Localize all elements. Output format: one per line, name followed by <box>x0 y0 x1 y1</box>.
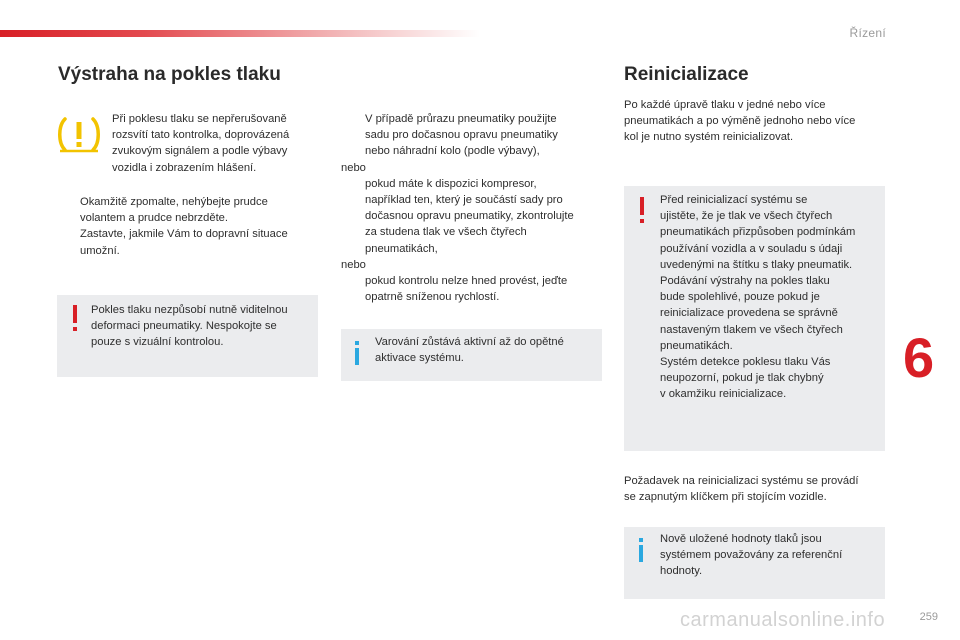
warning-box-text: Pokles tlaku nezpůsobí nutně viditelnou deformaci pneumatiky. Nespokojte se pouze s vizuální kontrolou. <box>91 304 288 349</box>
info-icon <box>352 341 362 367</box>
page-number: 259 <box>919 611 938 623</box>
warning-lamp-description: Při poklesu tlaku se nepřerušovaně rozsvítí tato kontrolka, doprovázená zvukovým signálem a podle výbavy vozidla i zobrazením hlášení. <box>112 113 290 174</box>
list-item: pokud máte k dispozici kompresor, například ten, který je součástí sady pro dočasnou opravu pneumatiky, zkontrolujte za studena tlak ve všech čtyřech pneumatikách, <box>365 177 574 255</box>
section-title-tyre-pressure-warning: Výstraha na pokles tlaku <box>58 64 281 85</box>
info-icon <box>636 538 646 564</box>
chapter-number: 6 <box>903 326 935 389</box>
repair-options-list <box>341 111 603 305</box>
list-item: V případě průrazu pneumatiky použijte sadu pro dočasnou opravu pneumatiky nebo náhradní kolo (podle výbavy), <box>365 113 558 158</box>
or-separator: nebo <box>341 258 366 271</box>
tyre-pressure-warning-lamp-icon <box>56 116 102 154</box>
warning-box <box>624 186 885 451</box>
warning-box <box>57 295 318 377</box>
warning-box-text: Před reinicializací systému se ujistěte, že je tlak ve všech čtyřech pneumatikách přizpůsoben podmínkám používání vozidla a v souladu s údaji uvedenými na štítku s tlaky pneumatik. Podávání výstrahy na pokles tlaku bude spolehlivé, pouze pokud je reinicializace provedena se správně nastaveným tlakem ve všech čtyřech pneumatikách. Systém detekce poklesu tlaku Vás neupozorní, pokud je tlak chybný v okamžiku reinicializace. <box>660 194 856 401</box>
list-item: Zastavte, jakmile Vám to dopravní situace umožní. <box>80 228 288 257</box>
chapter-title: Řízení <box>849 26 886 40</box>
info-box <box>341 329 602 381</box>
reinitialisation-intro: Po každé úpravě tlaku v jedné nebo více pneumatikách a po výměně jednoho nebo více kol je nutno systém reinicializovat. <box>624 99 856 144</box>
header-accent-bar <box>0 30 480 37</box>
warning-exclamation-icon <box>637 197 647 227</box>
list-item: pokud kontrolu nelze hned provést, jeďte opatrně sníženou rychlostí. <box>365 275 568 304</box>
warning-exclamation-icon <box>70 305 80 335</box>
list-item: Okamžitě zpomalte, nehýbejte prudce volantem a prudce nebrzděte. <box>80 196 268 225</box>
info-box-text: Varování zůstává aktivní až do opětné aktivace systému. <box>375 336 564 365</box>
or-separator: nebo <box>341 161 366 174</box>
info-box <box>624 527 885 599</box>
reinitialisation-request: Požadavek na reinicializaci systému se provádí se zapnutým klíčkem při stojícím vozidle. <box>624 475 859 504</box>
action-list <box>58 194 320 259</box>
info-box-text: Nově uložené hodnoty tlaků jsou systémem považovány za referenční hodnoty. <box>660 533 843 578</box>
watermark: carmanualsonline.info <box>680 609 886 631</box>
section-title-reinitialisation: Reinicializace <box>624 64 749 85</box>
